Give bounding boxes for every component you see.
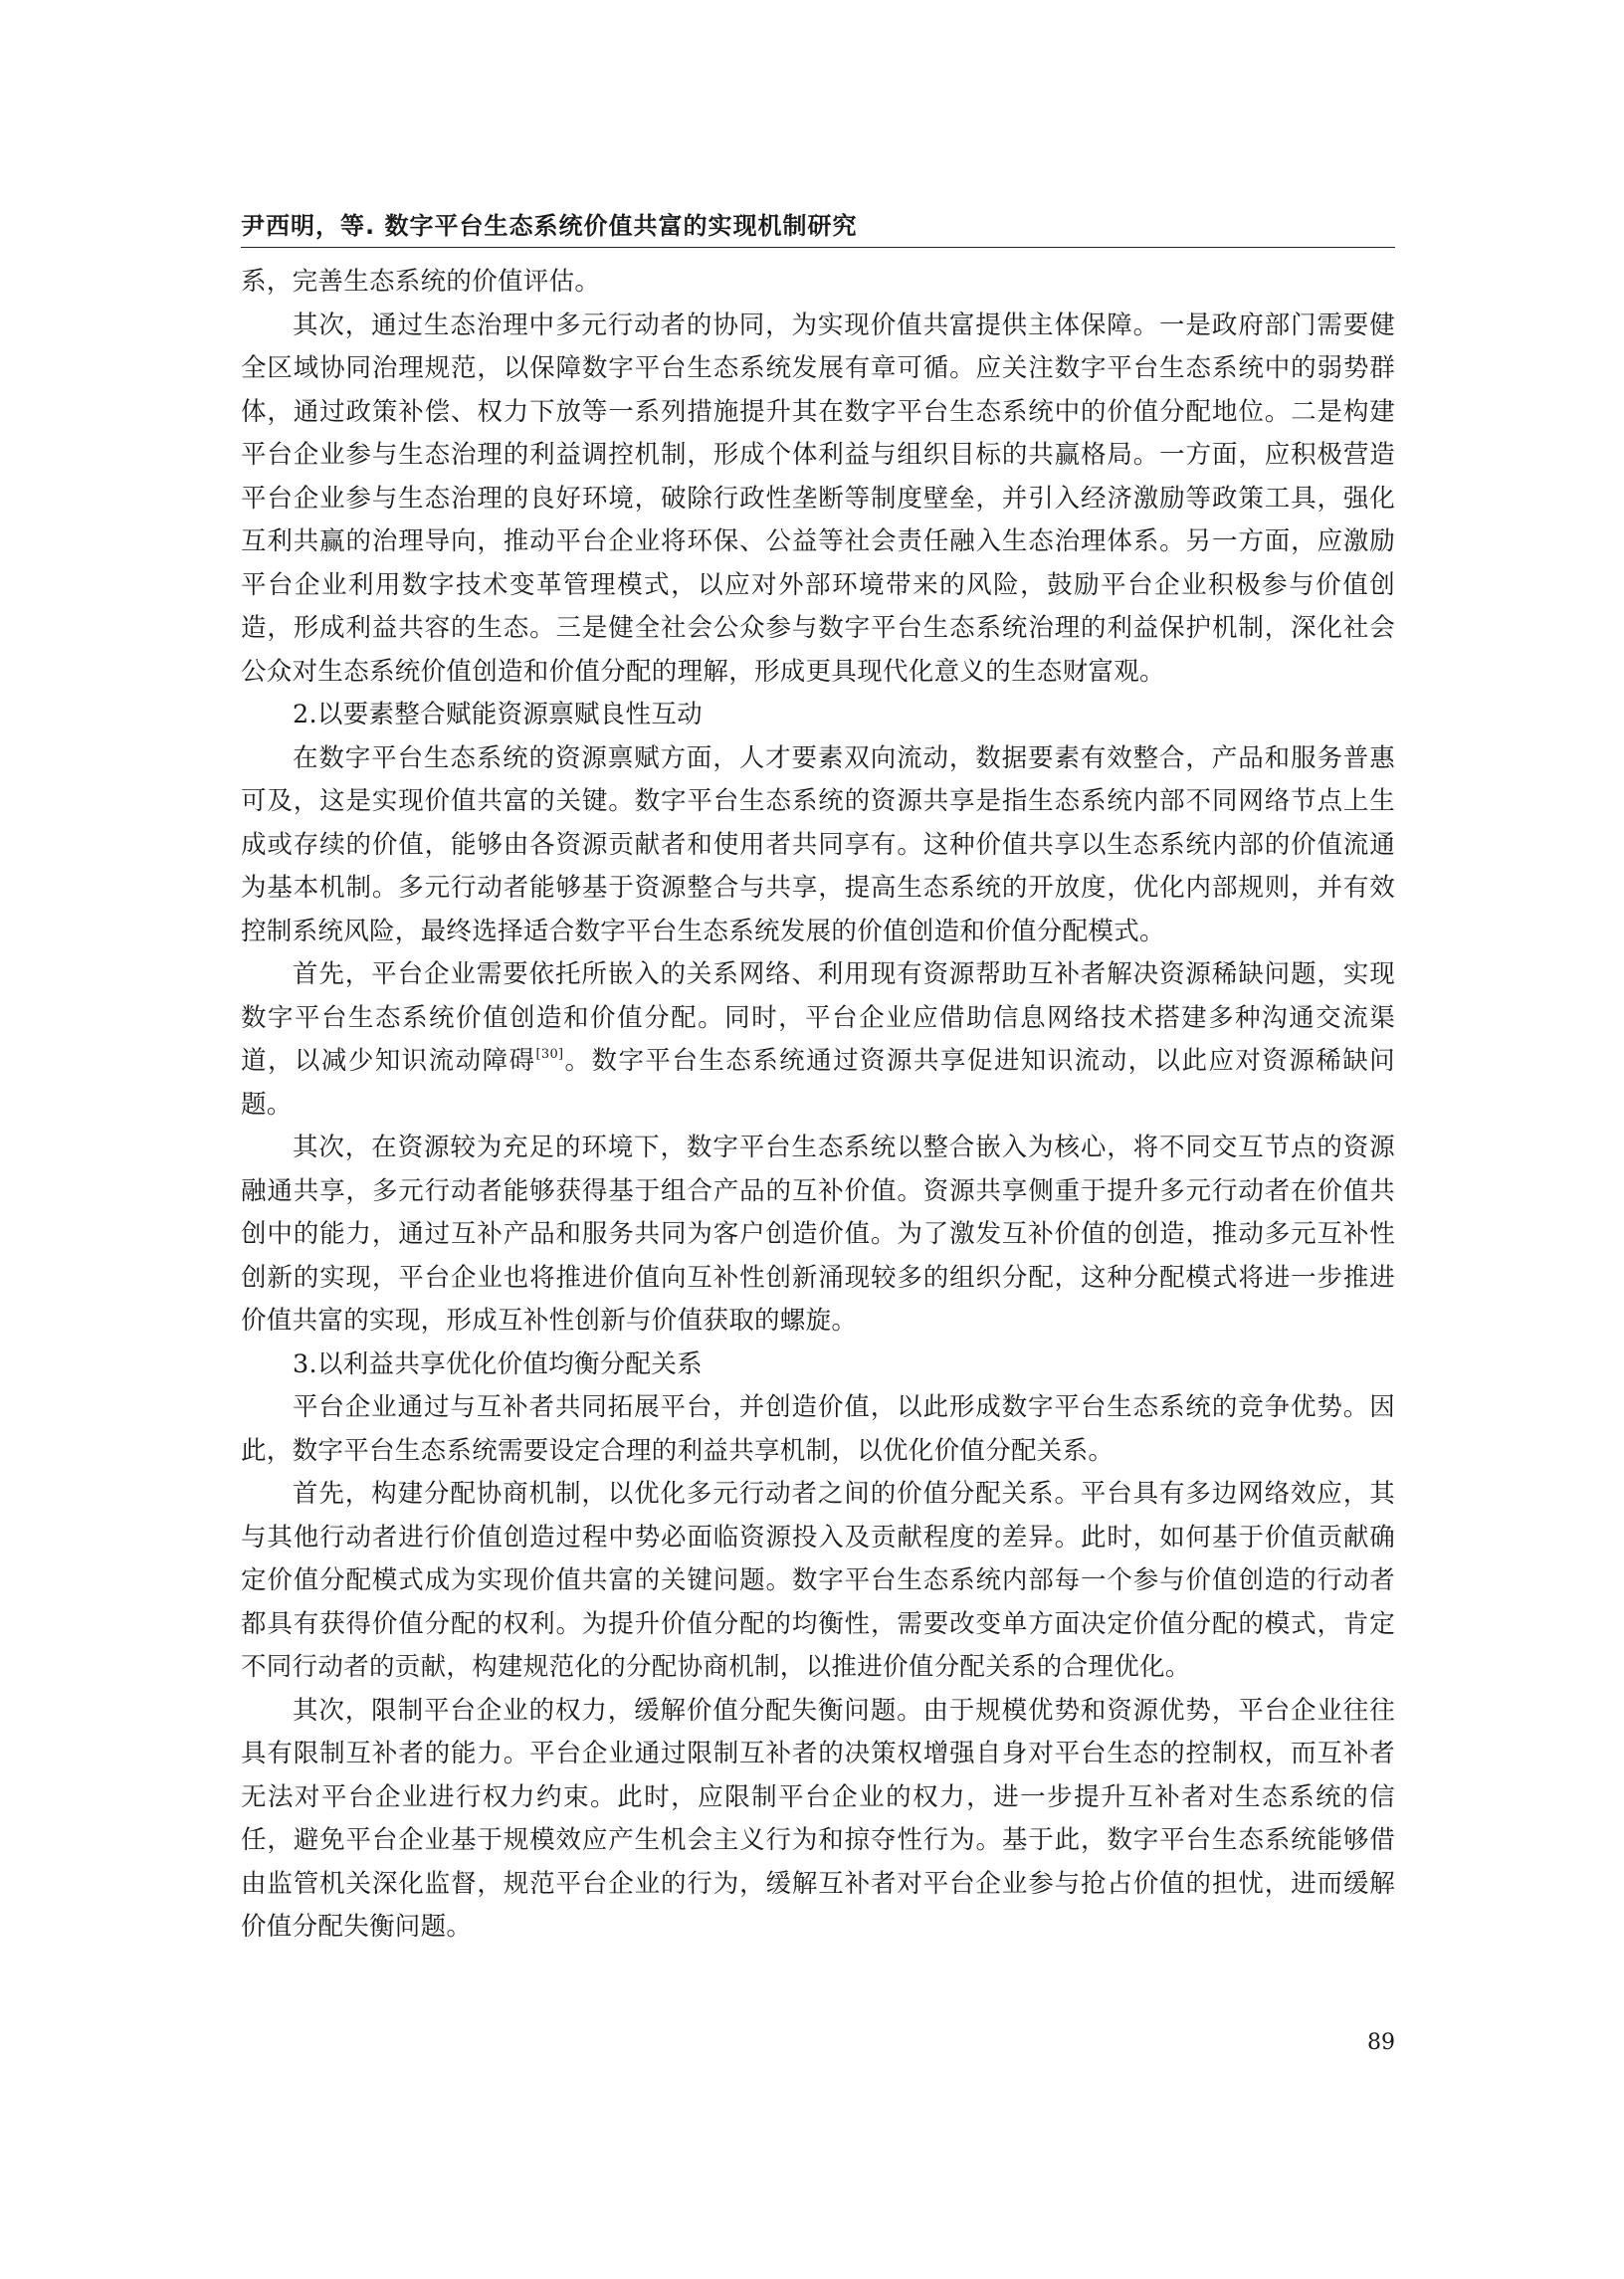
- page-number: 89: [1367, 2030, 1395, 2055]
- running-header: 尹西明，等. 数字平台生态系统价值共富的实现机制研究: [241, 212, 858, 240]
- header-rule: [241, 247, 1395, 248]
- paragraph-governance: 其次，通过生态治理中多元行动者的协同，为实现价值共富提供主体保障。一是政府部门需要健全区域协同治理规范，以保障数字平台生态系统发展有章可循。应关注数字平台生态系统中的弱势群体，通过政策补偿、权力下放等一系列措施提升其在数字平台生态系统中的价值分配地位。二是构建平台企业参与生态治理的利益调控机制，形成个体利益与组织目标的共赢格局。一方面，应积极营造平台企业参与生态治理的良好环境，破除行政性垄断等制度壁垒，并引入经济激励等政策工具，强化互利共赢的治理导向，推动平台企业将环保、公益等社会责任融入生态治理体系。另一方面，应激励平台企业利用数字技术变革管理模式，以应对外部环境带来的风险，鼓励平台企业积极参与价值创造，形成利益共容的生态。三是健全社会公众参与数字平台生态系统治理的利益保护机制，深化社会公众对生态系统价值创造和价值分配的理解，形成更具现代化意义的生态财富观。: [241, 310, 1395, 687]
- section-heading-2: 2.以要素整合赋能资源禀赋良性互动: [293, 700, 703, 729]
- paragraph-negotiation: 首先，构建分配协商机制，以优化多元行动者之间的价值分配关系。平台具有多边网络效应，其与其他行动者进行价值创造过程中势必面临资源投入及贡献程度的差异。此时，如何基于价值贡献确定价值分配模式成为实现价值共富的关键问题。数字平台生态系统内部每一个参与价值创造的行动者都具有获得价值分配的权利。为提升价值分配的均衡性，需要改变单方面决定价值分配的模式，肯定不同行动者的贡献，构建规范化的分配协商机制，以推进价值分配关系的合理优化。: [241, 1479, 1395, 1682]
- paragraph-benefit-sharing: 平台企业通过与互补者共同拓展平台，并创造价值，以此形成数字平台生态系统的竞争优势。因此，数字平台生态系统需要设定合理的利益共享机制，以优化价值分配关系。: [241, 1392, 1395, 1466]
- paragraph-continuation: 系，完善生态系统的价值评估。: [241, 267, 601, 297]
- section-heading-3: 3.以利益共享优化价值均衡分配关系: [293, 1348, 703, 1379]
- paragraph-second-integration: 其次，在资源较为充足的环境下，数字平台生态系统以整合嵌入为核心，将不同交互节点的资源融通共享，多元行动者能够获得基于组合产品的互补价值。资源共享侧重于提升多元行动者在价值共创中的能力，通过互补产品和服务共同为客户创造价值。为了激发互补价值的创造，推动多元互补性创新的实现，平台企业也将推进价值向互补性创新涌现较多的组织分配，这种分配模式将进一步推进价值共富的实现，形成互补性创新与价值获取的螺旋。: [241, 1133, 1395, 1336]
- body-text: [241, 261, 1395, 1950]
- citation-ref: [30]: [535, 1047, 564, 1062]
- paragraph-resources: 在数字平台生态系统的资源禀赋方面，人才要素双向流动，数据要素有效整合，产品和服务普惠可及，这是实现价值共富的关键。数字平台生态系统的资源共享是指生态系统内部不同网络节点上生成或存续的价值，能够由各资源贡献者和使用者共同享有。这种价值共享以生态系统内部的价值流通为基本机制。多元行动者能够基于资源整合与共享，提高生态系统的开放度，优化内部规则，并有效控制系统风险，最终选择适合数字平台生态系统发展的价值创造和价值分配模式。: [241, 742, 1395, 946]
- paragraph-power-limits: 其次，限制平台企业的权力，缓解价值分配失衡问题。由于规模优势和资源优势，平台企业往往具有限制互补者的能力。平台企业通过限制互补者的决策权增强自身对平台生态的控制权，而互补者无法对平台企业进行权力约束。此时，应限制平台企业的权力，进一步提升互补者对生态系统的信任，避免平台企业基于规模效应产生机会主义行为和掠夺性行为。基于此，数字平台生态系统能够借由监管机关深化监督，规范平台企业的行为，缓解互补者对平台企业参与抢占价值的担忧，进而缓解价值分配失衡问题。: [241, 1695, 1395, 1942]
- paragraph-first-part-a: 首先，平台企业需要依托所嵌入的关系网络、利用现有资源帮助互补者解决资源稀缺问题，实现数字平台生态系统价值创造和价值分配。同时，平台企业应借助信息网络技术搭建多种沟通交流渠道，以减少知识流动障碍: [241, 959, 1395, 1076]
- paragraph-first-part-b: 。数字平台生态系统通过资源共享促进知识流动，以此应对资源稀缺问题。: [241, 1046, 1395, 1120]
- paragraph-first-resource-sharing: [241, 953, 1395, 1127]
